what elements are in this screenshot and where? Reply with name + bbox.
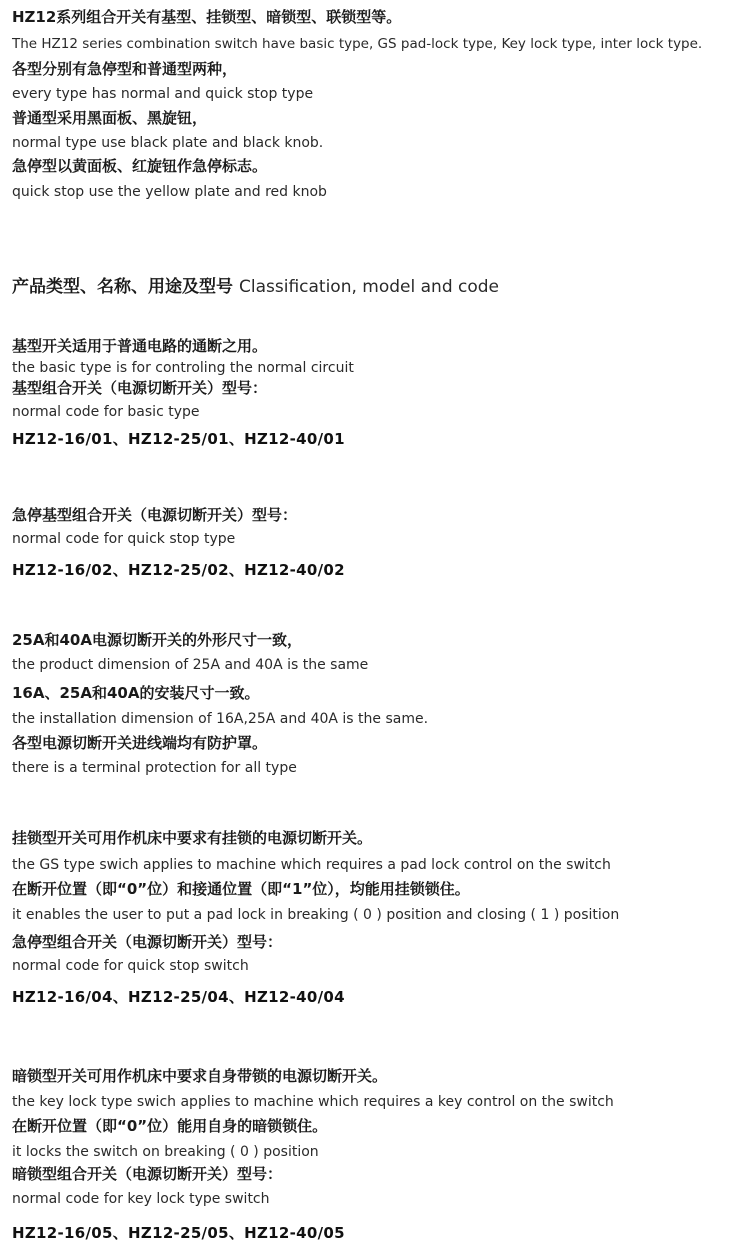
intro-line-1-en: The HZ12 series combination switch have basic type, GS pad-lock type, Key lock type, inter lock type. [12, 36, 703, 52]
dimension-line-3-en: there is a terminal protection for all type [12, 760, 297, 776]
intro-line-4-zh: 急停型以黄面板、红旋钮作急停标志。 [12, 157, 268, 175]
keylock-line-2-en: it locks the switch on breaking ( 0 ) position [12, 1144, 319, 1160]
padlock-line-2-zh: 在断开位置（即“0”位）和接通位置（即“1”位），均能用挂锁锁住。 [12, 880, 470, 898]
basic-line-1-zh: 基型开关适用于普通电路的通断之用。 [12, 337, 268, 355]
quick-stop-line-1-en: normal code for quick stop type [12, 531, 236, 547]
padlock-line-3-zh: 急停型组合开关（电源切断开关）型号： [12, 933, 283, 951]
intro-line-2-zh: 各型分别有急停型和普通型两种， [12, 60, 238, 78]
keylock-line-2-zh: 在断开位置（即“0”位）能用自身的暗锁锁住。 [12, 1117, 328, 1135]
quick-stop-model-codes: HZ12-16/02、HZ12-25/02、HZ12-40/02 [12, 561, 345, 579]
dimension-line-3-zh: 各型电源切断开关进线端均有防护罩。 [12, 734, 268, 752]
dimension-line-1-zh: 25A和40A电源切断开关的外形尺寸一致， [12, 631, 302, 649]
basic-model-codes: HZ12-16/01、HZ12-25/01、HZ12-40/01 [12, 430, 345, 448]
keylock-line-1-zh: 暗锁型开关可用作机床中要求自身带锁的电源切断开关。 [12, 1067, 388, 1085]
padlock-line-1-zh: 挂锁型开关可用作机床中要求有挂锁的电源切断开关。 [12, 829, 373, 847]
keylock-line-3-zh: 暗锁型组合开关（电源切断开关）型号： [12, 1165, 283, 1183]
basic-line-1-en: the basic type is for controling the normal circuit [12, 360, 354, 376]
keylock-model-codes: HZ12-16/05、HZ12-25/05、HZ12-40/05 [12, 1224, 345, 1242]
dimension-line-2-zh: 16A、25A和40A的安装尺寸一致。 [12, 684, 260, 702]
basic-line-2-zh: 基型组合开关（电源切断开关）型号： [12, 379, 268, 397]
basic-line-2-en: normal code for basic type [12, 404, 200, 420]
dimension-line-1-en: the product dimension of 25A and 40A is the same [12, 657, 369, 673]
dimension-line-2-en: the installation dimension of 16A,25A and 40A is the same. [12, 711, 429, 727]
section-heading-zh: 产品类型、名称、用途及型号 [12, 277, 233, 297]
intro-line-4-en: quick stop use the yellow plate and red knob [12, 184, 327, 200]
padlock-line-1-en: the GS type swich applies to machine which requires a pad lock control on the switch [12, 857, 611, 873]
padlock-model-codes: HZ12-16/04、HZ12-25/04、HZ12-40/04 [12, 988, 345, 1006]
intro-line-1-zh: HZ12系列组合开关有基型、挂锁型、暗锁型、联锁型等。 [12, 8, 402, 26]
intro-line-3-en: normal type use black plate and black knob. [12, 135, 324, 151]
section-heading [12, 279, 499, 296]
padlock-line-2-en: it enables the user to put a pad lock in breaking ( 0 ) position and closing ( 1 ) position [12, 907, 620, 923]
keylock-line-1-en: the key lock type swich applies to machine which requires a key control on the switch [12, 1094, 614, 1110]
quick-stop-line-1-zh: 急停基型组合开关（电源切断开关）型号： [12, 506, 298, 524]
intro-line-3-zh: 普通型采用黑面板、黑旋钮， [12, 109, 208, 127]
padlock-line-3-en: normal code for quick stop switch [12, 958, 249, 974]
intro-line-2-en: every type has normal and quick stop type [12, 86, 314, 102]
keylock-line-3-en: normal code for key lock type switch [12, 1191, 270, 1207]
section-heading-en: Classification, model and code [239, 277, 500, 297]
